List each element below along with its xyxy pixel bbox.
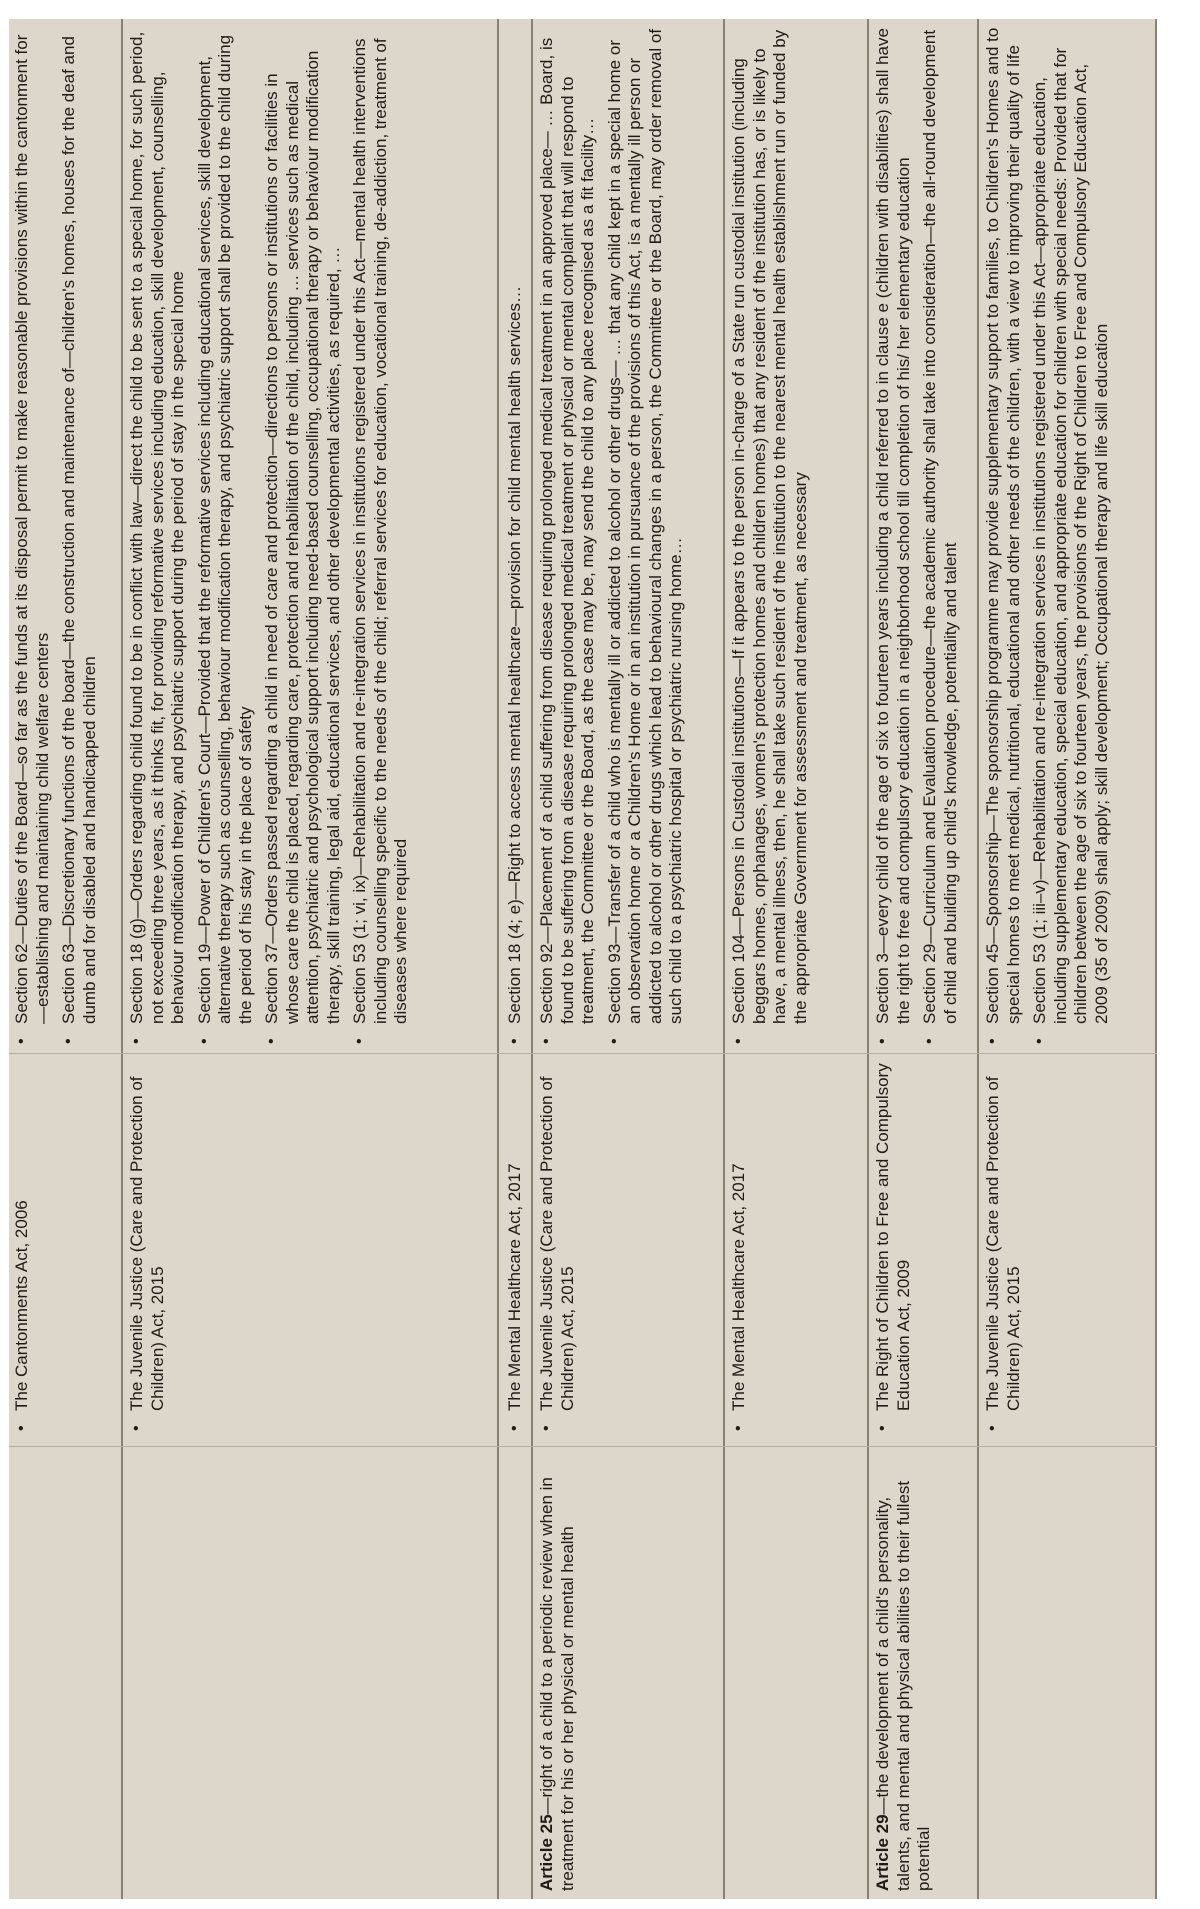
section-item: • Section 29—Curriculum and Evaluation procedure—the academic authority shall take into consideration—the all-round development of child and building up child's knowledge, potentiality and talent [920,22,961,1052]
section-item: • Section 18 (g)—Orders regarding child found to be in conflict with law—direct the child to be sent to a special home, for such period, not exceeding three years, as it thinks fit, for providing reformative services including education, skill development, counselling, behaviour modification therapy, and psychiatric support during the period of stay in the special home [127,22,189,1052]
section-item: • Section 53 (1; vi, ix)—Rehabilitation and re-integration services in institutions registered under this Act—mental health interventions including counselling specific to the needs of the child; referral services for education, vocational training, de-addiction, treatment of diseases where required [350,22,412,1052]
act-name: • The Mental Healthcare Act, 2017 [729,1057,750,1439]
sections-cell [983,22,1112,1052]
act-cell [505,1057,526,1439]
article-text: —right of a child to a periodic review when in treatment for his or her physical or mental health [537,1477,577,1891]
section-item: • Section 18 (4; e)—Right to access mental healthcare—provision for child mental health services… [505,22,526,1052]
article-cell [537,1438,578,1899]
act-cell [729,1057,750,1439]
section-item: • Section 19—Power of Children's Court—Provided that the reformative services including educational services, skill development, alternative therapy such as counselling, behaviour modification therapy, and psychiatric support shall be provided to the child during the period of his stay in the place of safety [195,22,257,1052]
section-item: • Section 62—Duties of the Board—so far as the funds at its disposal permit to make reasonable provisions within the cantonment for—establishing and maintaining child welfare centers [12,22,53,1052]
sections-cell [729,22,811,1052]
section-item: • Section 93—Transfer of a child who is mentally ill or addicted to alcohol or other drugs— … that any child kept in a special home or an observation home or a Children's Home or in an institution in pursuance of the provisions of this Act, is a mentally ill person or addicted to alcohol or other drugs which lead to behavioural changes in a person, the Committee or the Board, may order removal of such child to a psychiatric hospital or psychiatric nursing home… [605,22,687,1052]
article-text: —the development of a child's personality, talents, and mental and physical abilities to their fullest potential [873,1480,933,1891]
act-name: • The Juvenile Justice (Care and Protection of Children) Act, 2015 [537,1057,578,1439]
act-cell [873,1057,914,1439]
act-cell [537,1057,578,1439]
column-divider [9,1446,1157,1447]
act-name: • The Cantonments Act, 2006 [12,1057,33,1439]
section-item: • Section 53 (1; iii–v)—Rehabilitation and re-integration services in institutions registered under this Act—appropriate education, including supplementary education, special education, and appropriate education for children with special needs: Provided that for children between the age of six to fourteen years, the provisions of the Right of Children to Free and Compulsory Education Act, 2009 (35 of 2009) shall apply; skill development; Occupational therapy and life skill education [1030,22,1112,1052]
article-number: Article 25 [537,1814,556,1891]
act-name: • The Mental Healthcare Act, 2017 [505,1057,526,1439]
act-name: • The Right of Children to Free and Compulsory Education Act, 2009 [873,1057,914,1439]
act-name: • The Juvenile Justice (Care and Protection of Children) Act, 2015 [127,1057,168,1439]
act-cell [12,1057,33,1439]
row-divider [1155,19,1157,1899]
sections-cell [873,22,961,1052]
column-divider [9,1053,1157,1054]
section-item: • Section 45—Sponsorship—The sponsorship programme may provide supplementary support to families, to Children's Homes and to special homes to meet medical, nutritional, educational and other needs of the children, with a view to improving their quality of life [983,22,1024,1052]
article-cell [873,1438,935,1899]
section-item: • Section 3—every child of the age of six to fourteen years including a child referred to in clause e (children with disabilities) shall have the right to free and compulsory education in a neighborhood school till completion of his/ her elementary education [873,22,914,1052]
act-name: • The Juvenile Justice (Care and Protection of Children) Act, 2015 [983,1057,1024,1439]
section-item: • Section 104—Persons in Custodial institutions—If it appears to the person in-charge of a State run custodial institution (including beggars homes, orphanages, women's protection homes and children homes) that any resident of the institution has, or is likely to have, a mental illness, then, he shall take such resident of the institution to the nearest mental health establishment run or funded by the appropriate Government for assessment and treatment, as necessary [729,22,811,1052]
sections-cell [12,22,100,1052]
sections-cell [505,22,526,1052]
legal-provisions-table [9,19,1189,1899]
act-cell [127,1057,168,1439]
section-item: • Section 37—Orders passed regarding a child in need of care and protection—directions to persons or institutions or facilities in whose care the child is placed, regarding care, protection and rehabilitation of the child, including … services such as medical attention, psychiatric and psychological support including need-based counselling, occupational therapy or behaviour modification therapy, skill training, legal aid, educational services, and other developmental activities, as required, … [262,22,344,1052]
section-item: • Section 63—Discretionary functions of the board—the construction and maintenance of—children's homes, houses for the deaf and dumb and for disabled and handicapped children [59,22,100,1052]
sections-cell [537,22,687,1052]
section-item: • Section 92—Placement of a child suffering from disease requiring prolonged medical treatment in an approved place— … Board, is found to be suffering from a disease requiring prolonged medical treatment or physical or mental complaint that will respond to treatment, the Committee or the Board, as the case may be, may send the child to any place recognised as a fit facility… [537,22,599,1052]
article-number: Article 29 [873,1814,892,1891]
sections-cell [127,22,412,1052]
act-cell [983,1057,1024,1439]
